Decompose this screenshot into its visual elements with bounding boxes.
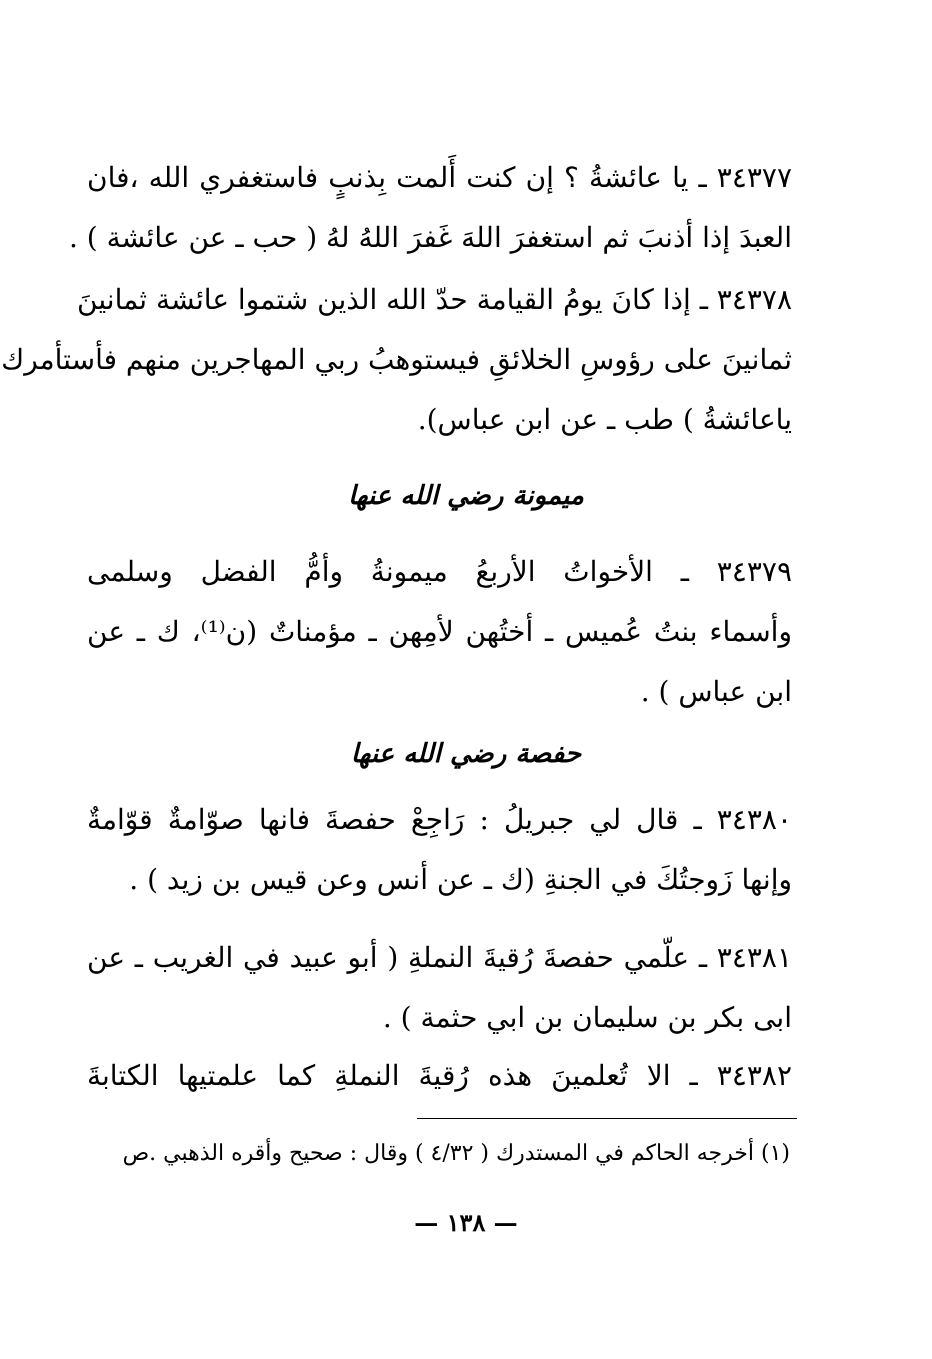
page-number: — ١٣٨ — (414, 1208, 518, 1237)
entry-line: ٣٤٣٧٩ ـ الأخواتُ الأربعُ ميمونةُ وأمُّ الفضل وسلمى (87, 555, 792, 588)
entry-line: ابى بكر بن سليمان بن ابي حثمة ) . (382, 1001, 792, 1034)
hadith-entry-34379 (87, 542, 792, 722)
entry-line: وأسماء بنتُ عُميس ـ أختُهن لأمِهن ـ مؤمناتٌ (ن⁽¹⁾، ك ـ عن (87, 615, 792, 648)
entry-line: وإنها زَوجتُكَ في الجنةِ (ك ـ عن أنس وعن قيس بن زيد ) . (129, 863, 792, 896)
hadith-entry-34378 (1, 270, 792, 450)
section-heading-maymuna: ميمونة رضي الله عنها (348, 481, 584, 511)
section-heading-hafsa: حفصة رضي الله عنها (350, 739, 582, 769)
footnote: (١) أخرجه الحاكم في المستدرك ( ٤/٣٢ ) وقال : صحيح وأقره الذهبي .ص (122, 1141, 790, 1166)
hadith-entry-34381 (87, 928, 792, 1048)
hadith-entry-34382 (87, 1046, 792, 1106)
entry-line: العبدَ إذا أذنبَ ثم استغفرَ اللهَ غَفرَ اللهُ لهُ ( حب ـ عن عائشة ) . (68, 221, 792, 254)
entry-line: ابن عباس ) . (640, 675, 792, 708)
entry-line: ثمانينَ على رؤوسِ الخلائقِ فيستوهبُ ربي المهاجرين منهم فأستأمرك (1, 343, 792, 376)
entry-line: ٣٤٣٨١ ـ علّمي حفصةَ رُقيةَ النملةِ ( أبو عبيد في الغريب ـ عن (87, 941, 792, 974)
entry-line: ٣٤٣٧٧ ـ يا عائشةُ ؟ إن كنت أَلمت بِذنبٍ فاستغفري الله ،فان (87, 161, 792, 194)
entry-line: ٣٤٣٧٨ ـ إذا كانَ يومُ القيامة حدّ الله الذين شتموا عائشة ثمانينَ (77, 283, 792, 316)
entry-line: ٣٤٣٨٠ ـ قال لي جبريلُ : رَاجِعْ حفصةَ فانها صوّامةٌ قوّامةٌ (87, 803, 792, 836)
entry-line: ياعائشةُ ) طب ـ عن ابن عباس). (417, 403, 792, 436)
hadith-entry-34377 (68, 148, 792, 268)
entry-line: ٣٤٣٨٢ ـ الا تُعلمينَ هذه رُقيةَ النملةِ كما علمتيها الكتابةَ (87, 1059, 792, 1092)
hadith-entry-34380 (87, 790, 792, 910)
footnote-separator (417, 1118, 797, 1119)
